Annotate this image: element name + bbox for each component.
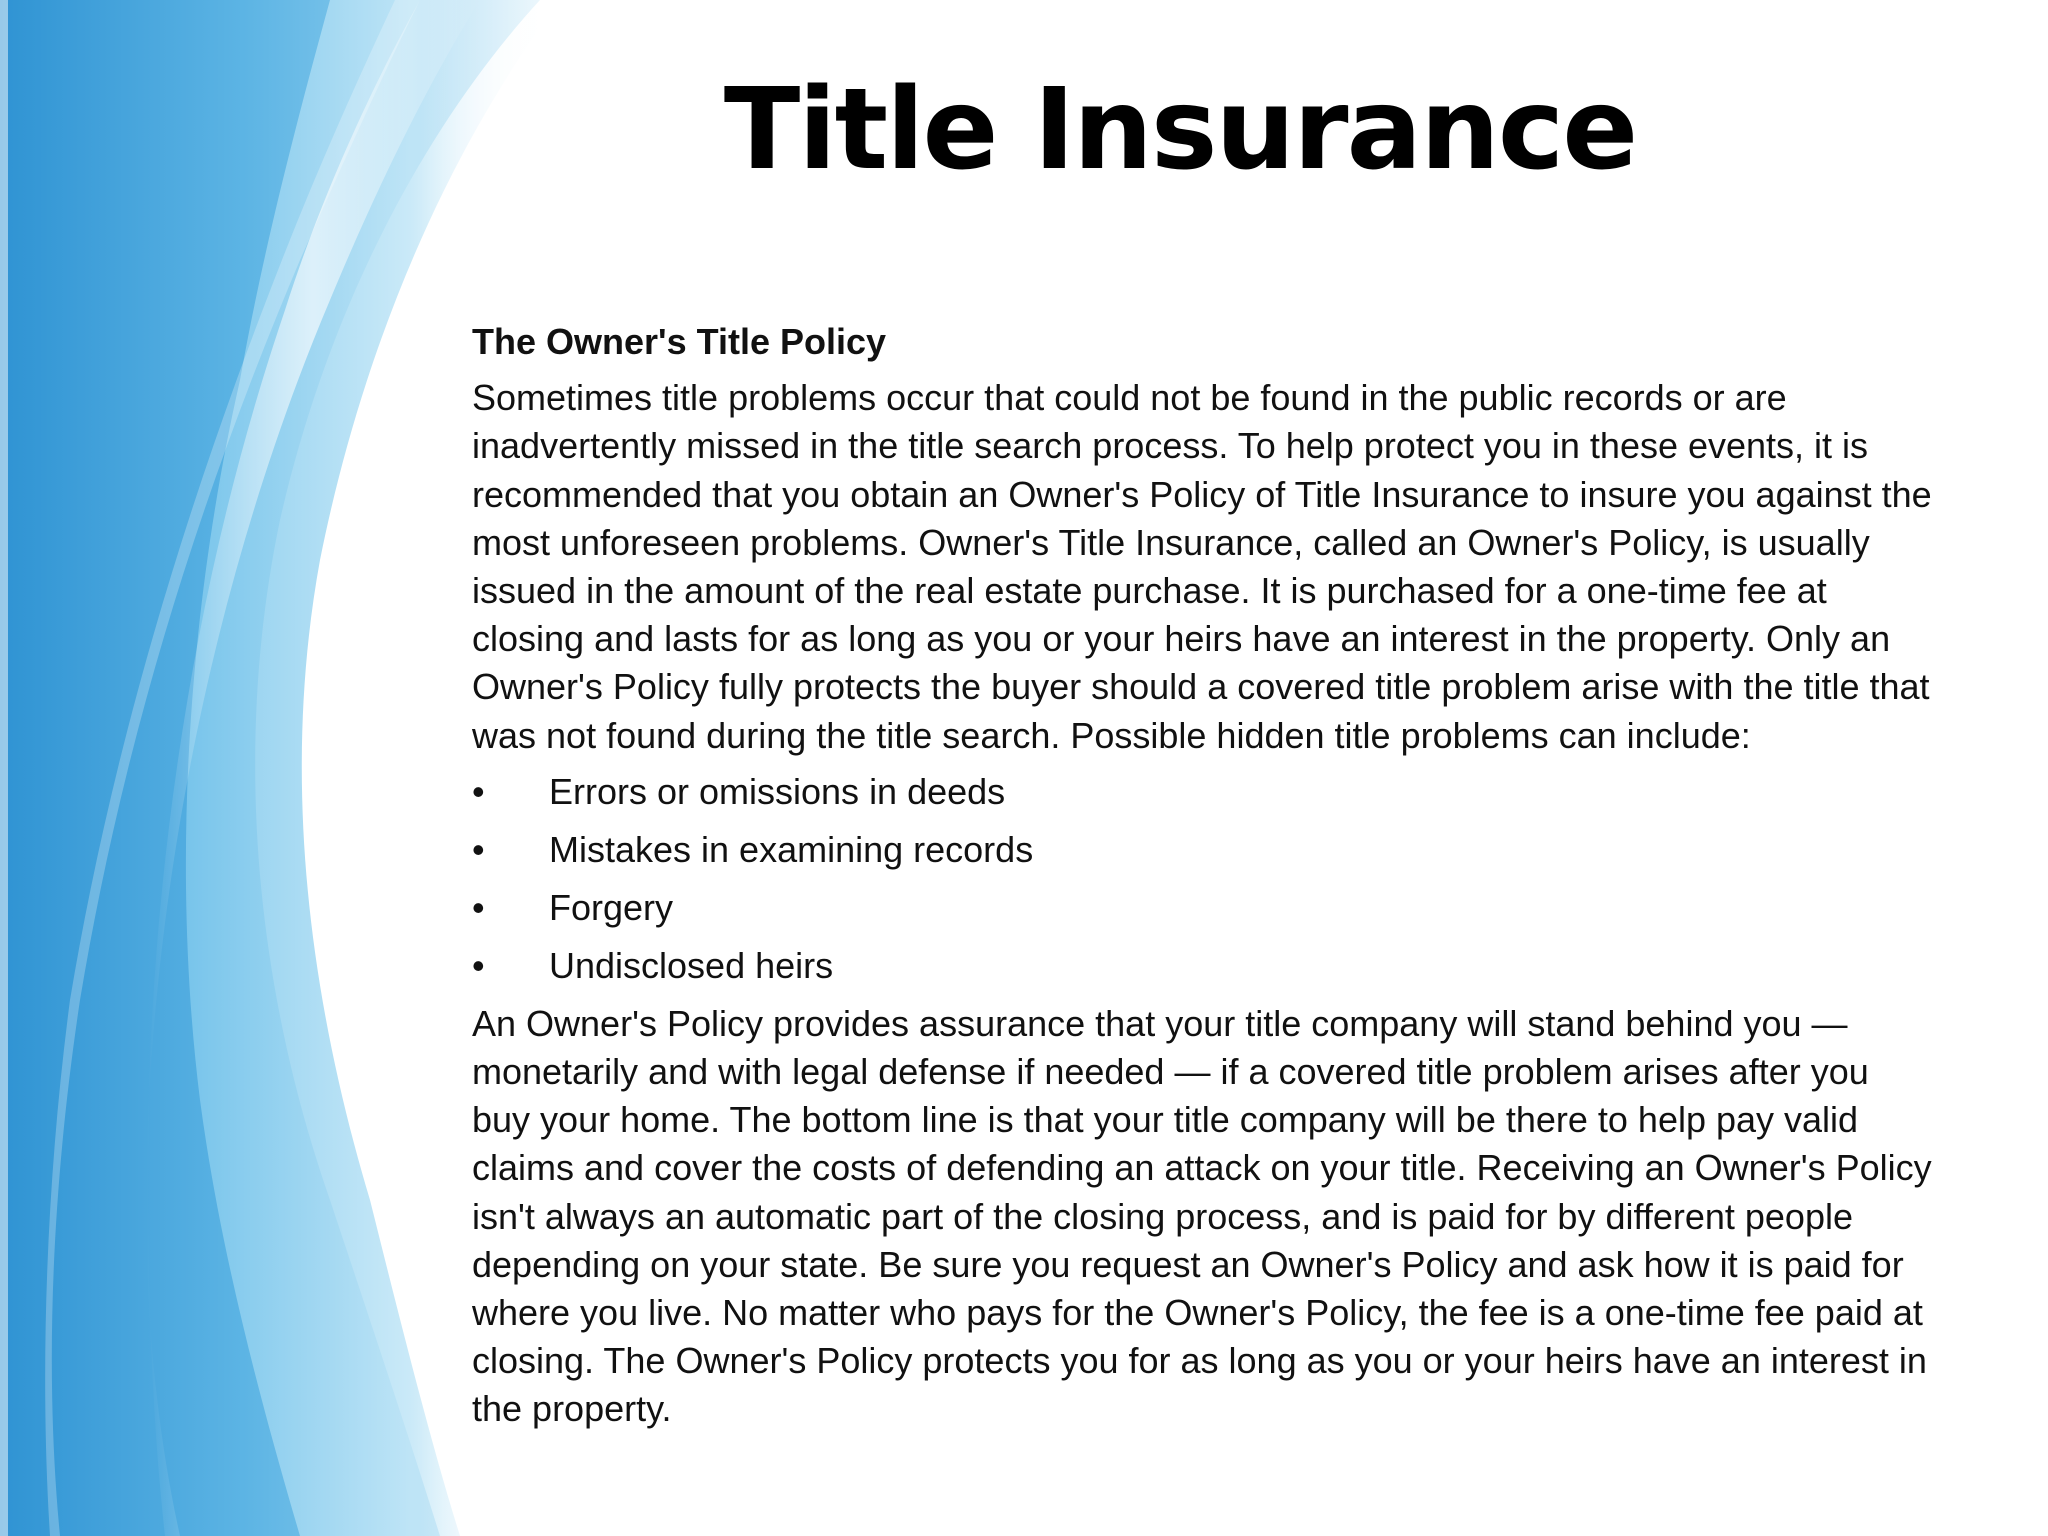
list-item-text: Forgery (549, 886, 674, 928)
list-item (472, 942, 1932, 990)
list-item (472, 768, 1932, 816)
list-item (472, 884, 1932, 932)
bullet-icon: • (472, 828, 485, 870)
intro-paragraph: Sometimes title problems occur that could not be found in the public records or are inadvertently missed in the title search process. To help protect you in these events, it is recommended that you obtain an Owner's Policy of Title Insurance to insure you against the most unforeseen problems. Owner's Title Insurance, called an Owner's Policy, is usually issued in the amount of the real estate purchase. It is purchased for a one-time fee at closing and lasts for as long as you or your heirs have an interest in the property. Only an Owner's Policy fully protects the buyer should a covered title problem arise with the title that was not found during the title search. Possible hidden title problems can include: (472, 377, 1932, 756)
bullet-icon: • (472, 770, 485, 812)
list-item (472, 826, 1932, 874)
bullet-icon: • (472, 944, 485, 986)
list-item-text: Undisclosed heirs (549, 944, 834, 986)
hidden-problems-list (472, 768, 1932, 990)
list-item-text: Errors or omissions in deeds (549, 770, 1006, 812)
closing-paragraph: An Owner's Policy provides assurance that your title company will stand behind you — monetarily and with legal defense if needed — if a covered title problem arises after you buy your home. The bottom line is that your title company will be there to help pay valid claims and cover the costs of defending an attack on your title. Receiving an Owner's Policy isn't always an automatic part of the closing process, and is paid for by different people depending on your state. Be sure you request an Owner's Policy and ask how it is paid for where you live. No matter who pays for the Owner's Policy, the fee is a one-time fee paid at closing. The Owner's Policy protects you for as long as you or your heirs have an interest in the property. (472, 1002, 1932, 1430)
list-item-text: Mistakes in examining records (549, 828, 1034, 870)
slide-title: Title Insurance (723, 65, 1637, 195)
bullet-icon: • (472, 886, 485, 928)
section-heading: The Owner's Title Policy (472, 321, 887, 362)
slide-body (472, 318, 1932, 1434)
